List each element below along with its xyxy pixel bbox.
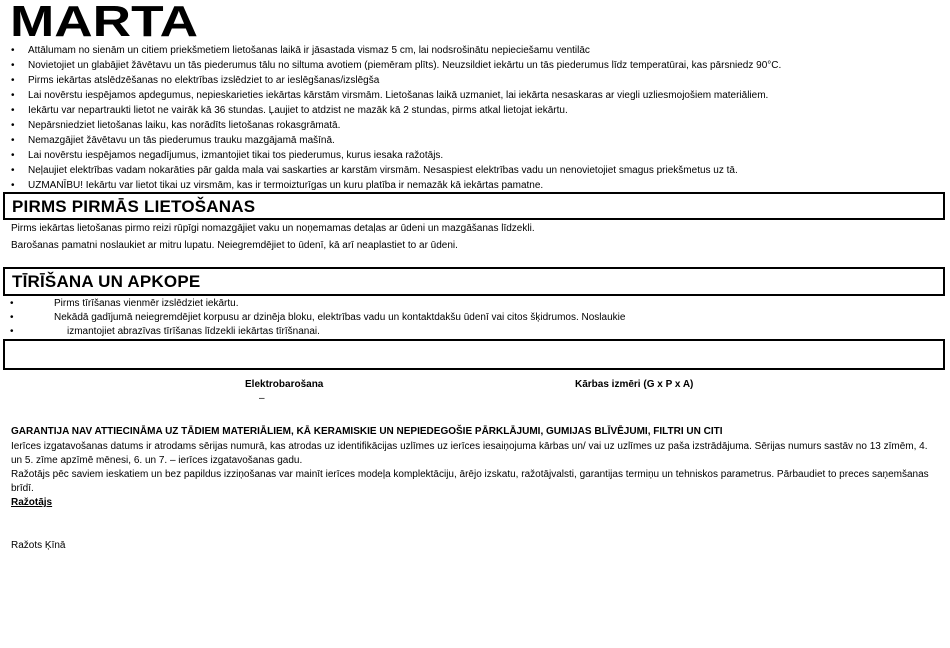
first-use-text-2: Barošanas pamatni noslaukiet ar mitru lupatu. Neiegremdējiet to ūdenī, kā arī neaplastiet to ar ūdeni. bbox=[11, 240, 458, 251]
first-use-text-1: Pirms iekārtas lietošanas pirmo reizi rūpīgi nomazgājiet vaku un noņemamas detaļas ar ūdeni un mazgāšanas līdzekli. bbox=[11, 223, 535, 234]
safety-item: • Nemazgājiet žāvētavu un tās piederumus trauku mazgājamā mašīnā. bbox=[10, 133, 940, 148]
cleaning-item-text: Nekādā gadījumā neiegremdējiet korpusu ar dzinēja bloku, elektrības vadu un kontaktdakšu ūdenī vai citos šķidrumos. Noslaukie bbox=[54, 312, 626, 323]
safety-item: • Attālumam no sienām un citiem priekšmetiem lietošanas laikā ir jāsastada vismaz 5 cm, lai nodsrošinātu nepieciešamu ventilāc bbox=[10, 43, 940, 58]
safety-item: • Lai novērstu iespējamos negadījumus, izmantojiet tikai tos piederumus, kurus iesaka ražotājs. bbox=[10, 148, 940, 163]
safety-item: • Neļaujiet elektrības vadam nokarāties pār galda mala vai saskarties ar karstām virsmām. Nesaspiest elektrības vadu un nenovietojiet smagus priekšmetus uz tā. bbox=[10, 163, 940, 178]
cleaning-list bbox=[10, 297, 710, 339]
cleaning-section-header bbox=[3, 267, 945, 296]
safety-item: • Nepārsniedziet lietošanas laiku, kas norādīts lietošanas rokasgrāmatā. bbox=[10, 118, 940, 133]
safety-item: • UZMANĪBU! Iekārtu var lietot tikai uz virsmām, kas ir termoizturīgas un kuru platība ir nemazāk kā iekārtas pamatne. bbox=[10, 178, 940, 193]
manufacturer-changes-text: Ražotājs pēc saviem ieskatiem un bez papildus izziņošanas var mainīt ierīces modeļa komplektāciju, ārējo izskatu, ražotājvalsti, garantijas termiņu un tehniskos parametrus. Pārbaudiet to preces saņemšanas brīdī. bbox=[11, 469, 929, 494]
manufacturer-label: Ražotājs bbox=[11, 497, 53, 508]
cleaning-item-text: izmantojiet abrazīvas tīrīšanas līdzekli iekārtas tīrīšnanai. bbox=[67, 326, 320, 337]
warranty-heading: GARANTIJA NAV ATTIECINĀMA UZ TĀDIEM MATERIĀLIEM, KĀ KERAMISKIE UN NEPIEDEGOŠIE PĀRKLĀJUMI, GUMIJAS BLĪVĒJUMI, FILTRI UN CITI bbox=[11, 426, 723, 437]
bullet-icon: • bbox=[10, 312, 14, 323]
cleaning-item bbox=[10, 325, 710, 339]
first-use-title: PIRMS PIRMĀS LIETOŠANAS bbox=[12, 197, 256, 216]
safety-item: • Lai novērstu iespējamos apdegumus, nepieskarieties iekārtas kārstām virsmām. Lietošanas laikā uzmaniet, lai iekārta nesaskaras ar viegli uzliesmojošiem materiāliem. bbox=[10, 88, 940, 103]
cleaning-title: TĪRĪŠANA UN APKOPE bbox=[12, 272, 201, 291]
first-use-section-header bbox=[3, 192, 945, 220]
safety-item: • Novietojiet un glabājiet žāvētavu un tās piederumus tālu no siltuma avotiem (piemēram plīts). Neuzsildiet iekārtu un tās piederumus līdz temperatūrai, kas pārsniedz 90°C. bbox=[10, 58, 940, 73]
cleaning-item-text: Pirms tīrīšanas vienmēr izslēdziet iekārtu. bbox=[54, 298, 239, 309]
power-supply-label: Elektrobarošana bbox=[245, 379, 324, 390]
brand-logo-text: MARTA bbox=[10, 2, 198, 38]
cleaning-item bbox=[10, 311, 710, 325]
box-dimensions-label: Kārbas izmēri (G x P x A) bbox=[575, 379, 694, 390]
country-of-origin: Ražots Ķīnā bbox=[11, 540, 66, 551]
bullet-icon: • bbox=[10, 298, 14, 309]
empty-section-header bbox=[3, 339, 945, 370]
safety-item: • Pirms iekārtas atslēdzēšanas no elektrības izslēdziet to ar ieslēgšanas/izslēgša bbox=[10, 73, 940, 88]
bullet-icon: • bbox=[10, 326, 14, 337]
power-supply-value: – bbox=[259, 393, 265, 404]
brand-logo bbox=[10, 2, 200, 38]
safety-instructions-list bbox=[10, 43, 940, 193]
safety-item: • Iekārtu var nepartraukti lietot ne vairāk kā 36 stundas. Ļaujiet to atdzist ne mazāk kā 2 stundas, pirms atkal lietojat iekārtu. bbox=[10, 103, 940, 118]
manufacture-date-text: Ierīces izgatavošanas datums ir atrodams sērijas numurā, kas atrodas uz identifikācijas uzlīmes uz ierīces iesaiņojuma kārbas un/ vai uz uzlīmes uz paša izstrādājuma. Sērijas numurs sastāv no 13 zīmēm, 4. un 5. zīme apzīmē mēnesi, 6. un 7. – ierīces izgatavošanas gadu. bbox=[11, 441, 928, 466]
cleaning-item bbox=[10, 297, 710, 311]
